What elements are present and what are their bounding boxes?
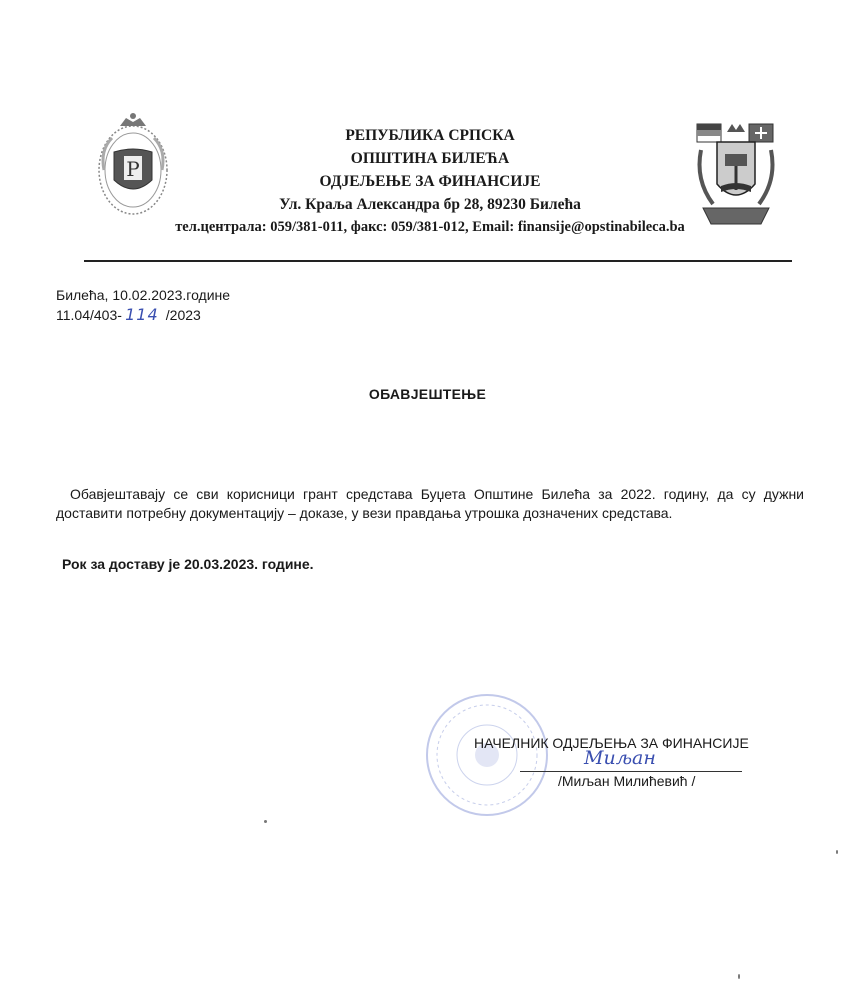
reference-prefix: 11.04/403- [56, 307, 122, 323]
document-meta [56, 286, 230, 325]
signatory-name: /Миљан Милићевић / [558, 773, 696, 789]
scan-speck [836, 850, 838, 854]
header-divider [84, 260, 792, 262]
republika-srpska-emblem [96, 110, 170, 218]
reference-number [56, 305, 230, 325]
signatory-title: НАЧЕЛНИК ОДЈЕЉЕЊА ЗА ФИНАНСИЈЕ [474, 735, 749, 751]
deadline-statement: Рок за доставу је 20.03.2023. године. [62, 556, 314, 572]
bileca-coat-of-arms [691, 120, 781, 230]
place-and-date: Билећа, 10.02.2023.године [56, 287, 231, 303]
svg-text:Р: Р [126, 157, 140, 181]
letterhead-municipality: ОПШТИНА БИЛЕЋА [350, 150, 510, 167]
scan-speck [264, 820, 267, 823]
official-stamp [422, 690, 552, 820]
scan-speck [738, 974, 740, 979]
signature-line [520, 771, 742, 772]
handwritten-signature: Миљан [584, 747, 656, 769]
reference-suffix: /2023 [161, 307, 201, 323]
letterhead-contacts: тел.централа: 059/381-011, факс: 059/381-012, Email: finansije@opstinabileca.ba [175, 219, 685, 235]
letterhead-republic: РЕПУБЛИКА СРПСКА [345, 127, 515, 144]
letterhead-address: Ул. Краља Александра бр 28, 89230 Билећа [279, 196, 581, 213]
notice-title: ОБАВЈЕШТЕЊЕ [368, 386, 487, 402]
reference-handwritten-number: 114 [125, 305, 159, 324]
letterhead-department: ОДЈЕЉЕЊЕ ЗА ФИНАНСИЈЕ [319, 173, 541, 190]
letterhead [160, 124, 700, 239]
notice-body: Обавјештавају се сви корисници грант средстава Буџета Општине Билећа за 2022. годину, да су дужни доставити потребну документацију – доказе, у вези правдања утрошка дозначених средстава. [56, 486, 804, 521]
